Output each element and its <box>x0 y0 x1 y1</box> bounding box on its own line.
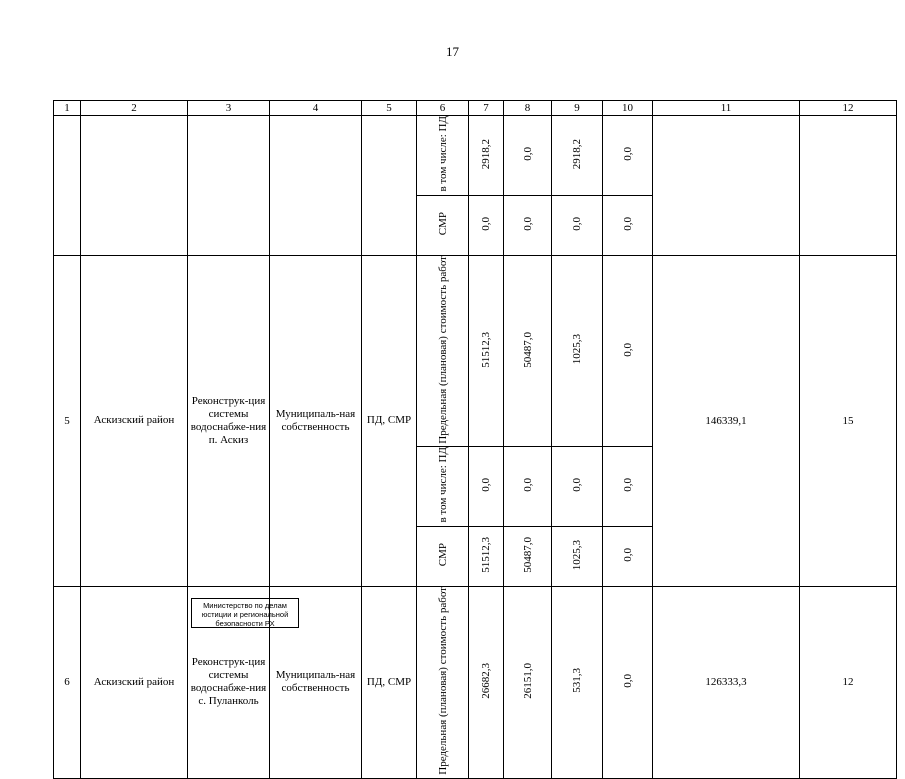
value-cell: 26151,0 <box>504 586 552 778</box>
district-cell: Аскизский район <box>81 586 188 778</box>
header-row <box>54 101 897 116</box>
value-cell: 531,3 <box>552 586 603 778</box>
value-cell: 0,0 <box>603 447 653 527</box>
sub-row-label: в том числе: ПД <box>417 447 469 527</box>
value-cell: 1025,3 <box>552 526 603 586</box>
header-cell: 6 <box>417 101 469 116</box>
object-cell: Реконструк-ция системы водоснабже-ния п. Аскиз <box>188 255 270 586</box>
header-cell: 9 <box>552 101 603 116</box>
value-cell: 50487,0 <box>504 526 552 586</box>
header-cell: 7 <box>469 101 504 116</box>
empty-cell <box>653 116 800 256</box>
page-number: 17 <box>446 44 459 59</box>
district-cell: Аскизский район <box>81 255 188 586</box>
empty-cell <box>54 116 81 256</box>
value-cell: 0,0 <box>603 255 653 447</box>
value-cell: 26682,3 <box>469 586 504 778</box>
value-cell: 0,0 <box>504 195 552 255</box>
header-cell: 1 <box>54 101 81 116</box>
sub-row-label: Предельная (плановая) стоимость работ <box>417 586 469 778</box>
sub-row-label: Предельная (плановая) стоимость работ <box>417 255 469 447</box>
ownership-cell: Муниципаль-ная собственность <box>270 586 362 778</box>
header-cell: 4 <box>270 101 362 116</box>
header-cell: 2 <box>81 101 188 116</box>
header-cell: 3 <box>188 101 270 116</box>
header-cell: 12 <box>800 101 897 116</box>
total-cell: 126333,3 <box>653 586 800 778</box>
row-number: 6 <box>54 586 81 778</box>
value-cell: 1025,3 <box>552 255 603 447</box>
table-row <box>54 255 897 447</box>
empty-cell <box>81 116 188 256</box>
sub-row-label: СМР <box>417 195 469 255</box>
value-cell: 0,0 <box>603 526 653 586</box>
object-cell: Реконструк-ция системы водоснабже-ния с. Пуланколь <box>188 586 270 778</box>
value-cell: 0,0 <box>552 447 603 527</box>
value-cell: 51512,3 <box>469 526 504 586</box>
value-cell: 0,0 <box>504 116 552 196</box>
total-cell: 146339,1 <box>653 255 800 586</box>
sub-row-label: в том числе: ПД <box>417 116 469 196</box>
table-row <box>54 116 897 196</box>
empty-cell <box>188 116 270 256</box>
value-cell: 2918,2 <box>469 116 504 196</box>
work-type-cell: ПД, СМР <box>362 255 417 586</box>
value-cell: 2918,2 <box>552 116 603 196</box>
empty-cell <box>270 116 362 256</box>
stamp-line: Министерство по делам <box>203 601 287 610</box>
value-cell: 0,0 <box>469 195 504 255</box>
empty-cell <box>362 116 417 256</box>
sub-row-label: СМР <box>417 526 469 586</box>
value-cell: 0,0 <box>603 116 653 196</box>
ownership-cell: Муниципаль-ная собственность <box>270 255 362 586</box>
value-cell: 51512,3 <box>469 255 504 447</box>
value-cell: 0,0 <box>504 447 552 527</box>
row-number: 5 <box>54 255 81 586</box>
value-cell: 0,0 <box>603 195 653 255</box>
data-table <box>53 100 897 779</box>
header-cell: 8 <box>504 101 552 116</box>
term-cell: 15 <box>800 255 897 586</box>
stamp-line: безопасности РХ <box>215 619 275 628</box>
ministry-stamp <box>191 598 299 628</box>
term-cell: 12 <box>800 586 897 778</box>
header-cell: 5 <box>362 101 417 116</box>
empty-cell <box>800 116 897 256</box>
stamp-line: юстиции и региональной <box>201 610 289 619</box>
work-type-cell: ПД, СМР <box>362 586 417 778</box>
value-cell: 0,0 <box>469 447 504 527</box>
table-row <box>54 586 897 778</box>
value-cell: 0,0 <box>552 195 603 255</box>
header-cell: 11 <box>653 101 800 116</box>
value-cell: 0,0 <box>603 586 653 778</box>
value-cell: 50487,0 <box>504 255 552 447</box>
header-cell: 10 <box>603 101 653 116</box>
